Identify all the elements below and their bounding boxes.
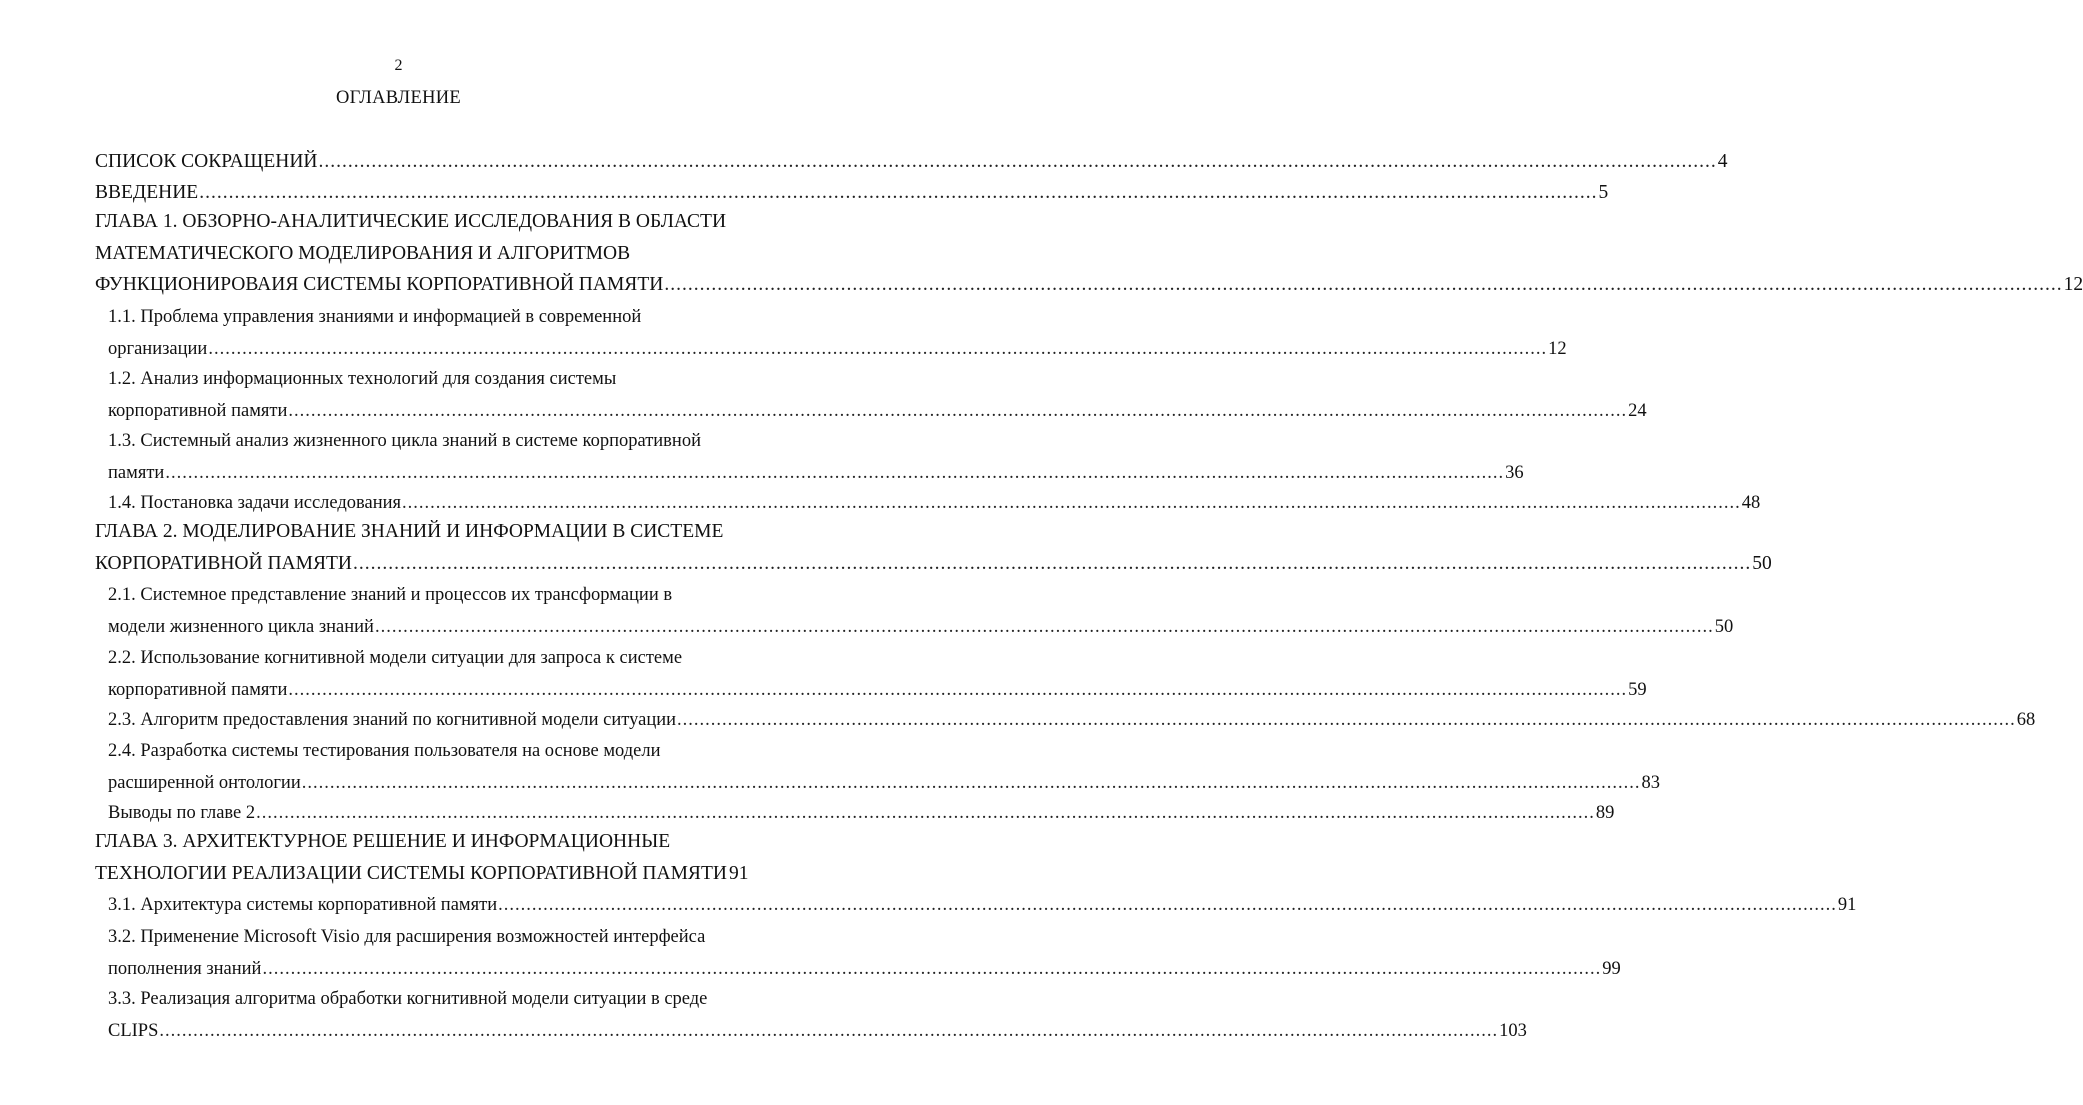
- toc-entry-last-line: [95, 178, 1609, 208]
- leader-dots: ..............................................................................................................................................................................................................................................: [402, 493, 1741, 513]
- toc-heading: ОГЛАВЛЕНИЕ: [335, 88, 462, 108]
- leader-dots: ..............................................................................................................................................................................................................................................: [262, 958, 1602, 979]
- toc-entry-line: [108, 643, 682, 673]
- toc-entry-title: 3.3. Реализация алгоритма обработки когнитивной модели ситуации в среде: [108, 989, 708, 1009]
- toc-entry-title: 1.1. Проблема управления знаниями и информацией в современной: [108, 307, 642, 327]
- leader-dots: ..............................................................................................................................................................................................................................................: [677, 710, 2016, 730]
- toc-page-number: 91: [1837, 895, 1857, 915]
- toc-entry-line: [108, 736, 661, 766]
- toc-entry-title: 3.2. Применение Microsoft Visio для расширения возможностей интерфейса: [108, 927, 706, 947]
- toc-entry-last-line: [108, 890, 1857, 920]
- toc-page-number: 91: [728, 862, 749, 884]
- toc-page-number: 50: [1752, 552, 1772, 574]
- toc-entry-line: [108, 922, 705, 952]
- toc-entry-title: 2.4. Разработка системы тестирования пользователя на основе модели: [108, 741, 661, 761]
- toc-entry-title: СПИСОК СОКРАЩЕНИЙ: [95, 151, 318, 172]
- leader-dots: ..............................................................................................................................................................................................................................................: [498, 895, 1837, 915]
- toc-entry-title: МАТЕМАТИЧЕСКОГО МОДЕЛИРОВАНИЯ И АЛГОРИТМОВ: [95, 242, 631, 264]
- toc-entry-last-line: [108, 612, 1734, 642]
- toc-entry-title: Выводы по главе 2: [108, 803, 256, 823]
- toc-entry-title: 1.4. Постановка задачи исследования: [108, 493, 402, 513]
- toc-page-number: 36: [1505, 462, 1524, 483]
- toc-entry-last-line: [108, 798, 1615, 828]
- toc-entry-last-line: [108, 954, 1621, 984]
- toc-entry-line: [95, 239, 630, 269]
- toc-entry-last-line: [108, 396, 1647, 426]
- toc-page-number: 89: [1595, 803, 1615, 823]
- toc-entry-title: модели жизненного цикла знаний: [108, 616, 374, 637]
- toc-entry-title: 1.3. Системный анализ жизненного цикла знаний в системе корпоративной: [108, 431, 701, 451]
- toc-entry-title: ГЛАВА 3. АРХИТЕКТУРНОЕ РЕШЕНИЕ И ИНФОРМАЦИОННЫЕ: [95, 831, 671, 852]
- toc-entry-line: [95, 207, 726, 237]
- toc-entry-title: CLIPS: [108, 1020, 159, 1041]
- toc-page-number: 48: [1741, 493, 1761, 513]
- leader-dots: ..............................................................................................................................................................................................................................................: [208, 338, 1548, 359]
- toc-entry-title: 3.1. Архитектура системы корпоративной памяти: [108, 895, 498, 915]
- toc-page-number: 68: [2016, 710, 2036, 730]
- toc-page-number: 24: [1628, 400, 1647, 421]
- leader-dots: ..............................................................................................................................................................................................................................................: [318, 151, 1717, 172]
- toc-entry-line: [108, 984, 707, 1014]
- toc-entry-last-line: [95, 549, 1772, 579]
- toc-entry-title: расширенной онтологии: [108, 772, 301, 793]
- toc-entry-last-line: [108, 768, 1660, 798]
- leader-dots: ..............................................................................................................................................................................................................................................: [256, 803, 1595, 823]
- toc-page-number: 50: [1714, 616, 1734, 637]
- toc-entry-title: корпоративной памяти: [108, 679, 288, 700]
- toc-entry-title: 1.2. Анализ информационных технологий для создания системы: [108, 369, 617, 389]
- toc-page-number: 103: [1499, 1020, 1527, 1041]
- toc-entry-title: ФУНКЦИОНИРОВАИЯ СИСТЕМЫ КОРПОРАТИВНОЙ ПАМЯТИ: [95, 274, 664, 295]
- leader-dots: ..............................................................................................................................................................................................................................................: [288, 400, 1628, 421]
- leader-dots: ..............................................................................................................................................................................................................................................: [374, 616, 1714, 637]
- toc-page-number: 83: [1641, 772, 1660, 793]
- leader-dots: ..............................................................................................................................................................................................................................................: [159, 1020, 1499, 1041]
- toc-entry-title: организации: [108, 338, 208, 359]
- leader-dots: ..............................................................................................................................................................................................................................................: [301, 772, 1641, 793]
- leader-dots: ..............................................................................................................................................................................................................................................: [664, 274, 2063, 295]
- toc-entry-title: ГЛАВА 2. МОДЕЛИРОВАНИЕ ЗНАНИЙ И ИНФОРМАЦИИ В СИСТЕМЕ: [95, 521, 724, 542]
- toc-entry-last-line: [108, 458, 1524, 488]
- toc-entry-title: 2.3. Алгоритм предоставления знаний по когнитивной модели ситуации: [108, 710, 677, 730]
- toc-entry-last-line: [108, 488, 1761, 518]
- leader-dots: ..............................................................................................................................................................................................................................................: [352, 552, 1752, 574]
- toc-entry-line: [108, 580, 672, 610]
- toc-page-number: 59: [1628, 679, 1647, 700]
- page-number: 2: [394, 57, 403, 74]
- toc-entry-last-line: [95, 859, 749, 889]
- toc-entry-last-line: [108, 675, 1647, 705]
- toc-entry-last-line: [95, 147, 1728, 177]
- toc-entry-line: [95, 517, 723, 547]
- toc-page-number: 99: [1602, 958, 1621, 979]
- toc-entry-last-line: [108, 1016, 1527, 1046]
- toc-entry-title: корпоративной памяти: [108, 400, 288, 421]
- leader-dots: ..............................................................................................................................................................................................................................................: [165, 462, 1505, 483]
- toc-entry-last-line: [108, 705, 2036, 735]
- toc-entry-title: пополнения знаний: [108, 958, 262, 979]
- toc-page-number: 12: [1548, 338, 1567, 359]
- toc-entry-title: 2.1. Системное представление знаний и процессов их трансформации в: [108, 585, 673, 605]
- toc-entry-line: [108, 364, 616, 394]
- toc-page-number: 4: [1717, 151, 1728, 172]
- leader-dots: ..............................................................................................................................................................................................................................................: [199, 182, 1598, 203]
- toc-entry-last-line: [95, 270, 2083, 300]
- toc-entry-title: 2.2. Использование когнитивной модели ситуации для запроса к системе: [108, 648, 683, 668]
- toc-page-number: 5: [1598, 182, 1609, 203]
- toc-entry-line: [108, 302, 641, 332]
- toc-entry-line: [95, 827, 670, 857]
- toc-entry-title: КОРПОРАТИВНОЙ ПАМЯТИ: [95, 552, 352, 574]
- toc-entry-title: ТЕХНОЛОГИИ РЕАЛИЗАЦИИ СИСТЕМЫ КОРПОРАТИВНОЙ ПАМЯТИ: [95, 862, 727, 884]
- toc-page-number: 12: [2063, 274, 2083, 295]
- leader-dots: ..............................................................................................................................................................................................................................................: [288, 679, 1628, 700]
- toc-entry-line: [108, 426, 701, 456]
- toc-entry-title: ГЛАВА 1. ОБЗОРНО-АНАЛИТИЧЕСКИЕ ИССЛЕДОВАНИЯ В ОБЛАСТИ: [95, 211, 727, 232]
- toc-entry-title: памяти: [108, 462, 165, 483]
- toc-entry-last-line: [108, 334, 1567, 364]
- toc-entry-title: ВВЕДЕНИЕ: [95, 182, 199, 203]
